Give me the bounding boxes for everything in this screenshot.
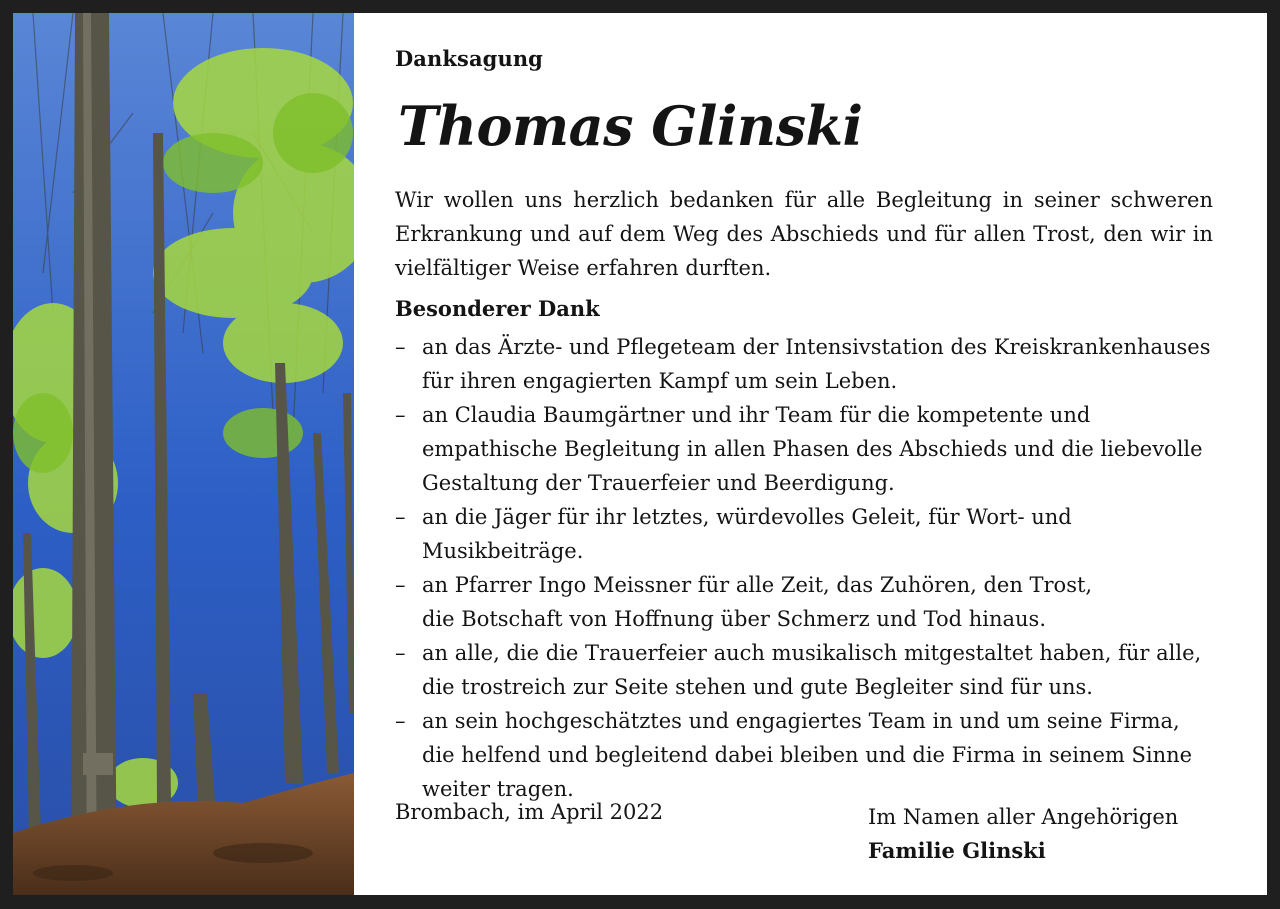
signature-line: Im Namen aller Angehörigen <box>868 805 1179 829</box>
list-item <box>395 500 1225 568</box>
intro-paragraph: Wir wollen uns herzlich bedanken für alle Begleitung in seiner schweren Erkrankung und auf dem Weg des Abschieds und für allen Trost, den wir in vielfältiger Weise erfahren durften. <box>395 188 1213 280</box>
list-item-text: an das Ärzte- und Pflegeteam der Intensivstation des Kreiskrankenhauses für ihren engagierten Kampf um sein Leben. <box>422 335 1211 393</box>
signature-block <box>868 800 1178 868</box>
list-dash: – <box>395 335 406 359</box>
forest-photo-icon <box>13 13 354 895</box>
list-dash: – <box>395 573 406 597</box>
forest-photo <box>13 13 354 895</box>
signature-family: Familie Glinski <box>868 838 1046 863</box>
list-item <box>395 704 1225 806</box>
list-item-text: an Pfarrer Ingo Meissner für alle Zeit, das Zuhören, den Trost, die Botschaft von Hoffnung über Schmerz und Tod hinaus. <box>422 573 1093 631</box>
list-item <box>395 398 1225 500</box>
list-item-text: an alle, die die Trauerfeier auch musikalisch mitgestaltet haben, für alle, die trostreich zur Seite stehen und gute Begleiter sind für uns. <box>422 641 1202 699</box>
deceased-name: Thomas Glinski <box>398 94 863 158</box>
list-item-text: an Claudia Baumgärtner und ihr Team für die kompetente und empathische Begleitung in allen Phasen des Abschieds und die liebevolle Gestaltung der Trauerfeier und Beerdigung. <box>422 403 1203 495</box>
list-item <box>395 330 1225 398</box>
thanks-list <box>395 330 1225 806</box>
list-item <box>395 636 1225 704</box>
notice-kicker: Danksagung <box>395 46 543 71</box>
list-dash: – <box>395 641 406 665</box>
list-item-text: an die Jäger für ihr letztes, würdevolles Geleit, für Wort- und Musikbeiträge. <box>422 505 1072 563</box>
thanks-card <box>354 13 1267 895</box>
list-item-text: an sein hochgeschätztes und engagiertes Team in und um seine Firma, die helfend und begleitend dabei bleiben und die Firma in seinem Sinne weiter tragen. <box>422 709 1193 801</box>
special-thanks-heading: Besonderer Dank <box>395 296 600 321</box>
list-dash: – <box>395 709 406 733</box>
list-dash: – <box>395 505 406 529</box>
place-date: Brombach, im April 2022 <box>395 800 664 824</box>
list-dash: – <box>395 403 406 427</box>
list-item <box>395 568 1225 636</box>
